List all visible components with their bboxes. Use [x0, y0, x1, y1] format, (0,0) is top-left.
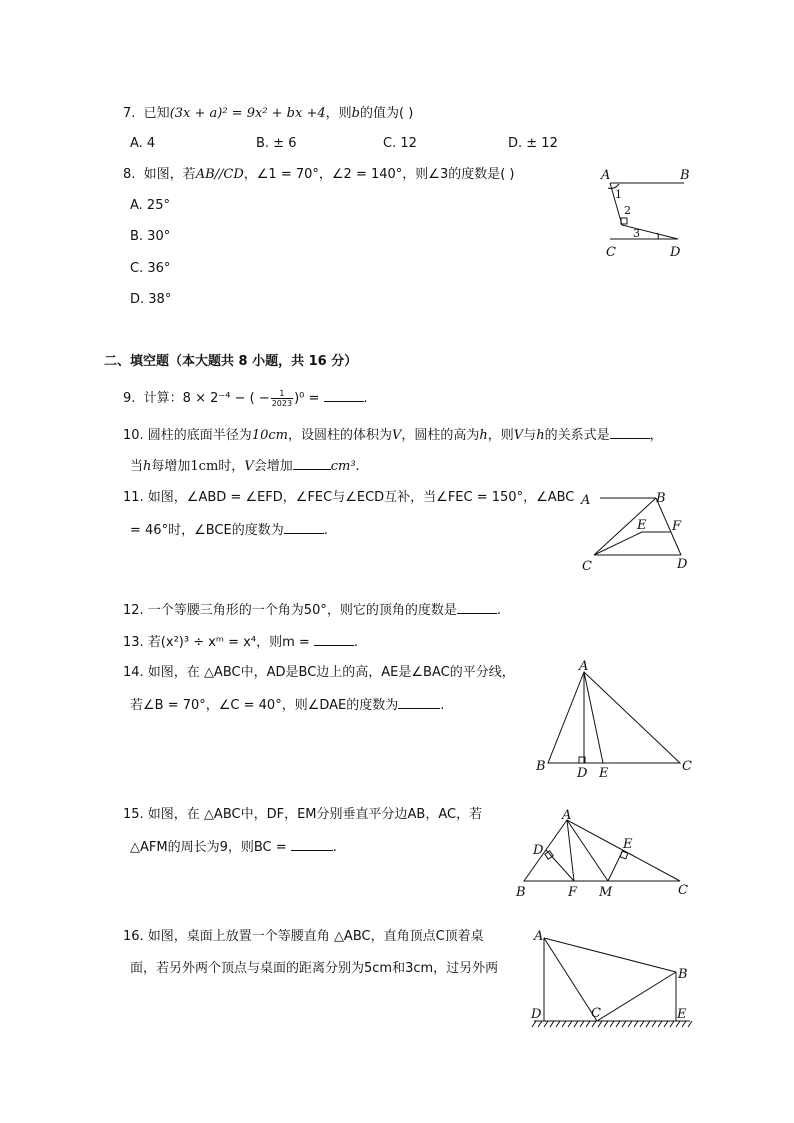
segment-ab — [544, 938, 676, 972]
angle-3-arc — [657, 233, 658, 239]
question-7-stem: 7. 已知(3x + a)² = 9x² + bx +4，则b的值为( ) — [123, 106, 414, 121]
question-14-figure — [532, 660, 702, 784]
point-label-e: E — [623, 837, 633, 852]
point-label-e: E — [637, 518, 647, 533]
point-label-b: B — [536, 759, 546, 774]
answer-blank-10b[interactable] — [293, 457, 331, 470]
question-7-option-a[interactable]: A. 4 — [130, 136, 156, 151]
question-9: 9. 计算：8 × 2⁻⁴ − ( − $\frac{1}{2023}$ )⁰ = . — [123, 389, 368, 408]
question-16-line-2: 面，若另外两个顶点与桌面的距离分别为5cm和3cm，过另外两 — [130, 961, 499, 976]
answer-blank-13[interactable] — [314, 633, 354, 646]
question-8-stem: 8. 如图，若AB//CD，∠1 = 70°，∠2 = 140°，则∠3的度数是( ) — [123, 167, 515, 182]
segment-ce — [594, 532, 642, 555]
segment-cb — [597, 972, 676, 1021]
point-label-d: D — [577, 766, 588, 781]
segment-ac — [544, 938, 597, 1021]
question-8-option-a[interactable]: A. 25° — [130, 198, 170, 213]
question-8-option-c[interactable]: C. 36° — [130, 261, 171, 276]
point-label-b: B — [516, 885, 526, 900]
question-15-line-1: 15. 如图，在 △ABC中，DF，EM分别垂直平分边AB，AC，若 — [123, 807, 483, 822]
point-label-d: D — [677, 557, 688, 572]
right-angle-mark-d — [545, 851, 553, 859]
angle-label-1: 1 — [615, 188, 622, 201]
point-label-f: F — [672, 519, 682, 534]
point-label-a: A — [534, 929, 544, 944]
section-2-title: 二、填空题（本大题共 8 小题，共 16 分） — [104, 354, 358, 369]
point-label-d: D — [531, 1007, 542, 1022]
question-11-line-1: 11. 如图，∠ABD = ∠EFD，∠FEC与∠ECD互补，当∠FEC = 150°，∠ABC — [123, 490, 575, 505]
question-15-line-2: △AFM的周长为9，则BC = . — [130, 840, 337, 855]
point-label-e: E — [677, 1007, 687, 1022]
question-11-line-2: = 46°时，∠BCE的度数为 . — [130, 523, 328, 538]
question-10-line-2: 当h每增加1cm时，V会增加 cm³. — [130, 459, 360, 474]
point-label-f: F — [568, 885, 578, 900]
question-12: 12. 一个等腰三角形的一个角为50°，则它的顶角的度数是 . — [123, 603, 501, 618]
question-14-line-2: 若∠B = 70°，∠C = 40°，则∠DAE的度数为 . — [130, 698, 445, 713]
point-label-c: C — [606, 245, 616, 260]
point-label-m: M — [599, 885, 613, 900]
answer-blank-9[interactable] — [324, 389, 364, 402]
answer-blank-14[interactable] — [398, 696, 440, 709]
point-label-c: C — [682, 759, 692, 774]
question-8-option-d[interactable]: D. 38° — [130, 292, 172, 307]
point-label-a: A — [562, 808, 572, 823]
question-7-option-d[interactable]: D. ± 12 — [508, 136, 558, 151]
question-14-line-1: 14. 如图，在 △ABC中，AD是BC边上的高，AE是∠BAC的平分线， — [123, 665, 515, 680]
point-label-b: B — [680, 168, 690, 183]
answer-blank-11[interactable] — [284, 521, 324, 534]
table-hatching — [532, 1021, 692, 1027]
triangle-abc — [548, 672, 680, 763]
point-label-e: E — [599, 766, 609, 781]
bisector-df — [546, 850, 574, 881]
point-label-d: D — [670, 245, 681, 260]
point-label-b: B — [678, 967, 688, 982]
question-15-figure — [510, 806, 700, 902]
answer-blank-12[interactable] — [457, 601, 497, 614]
answer-blank-10a[interactable] — [610, 426, 650, 439]
question-16-line-1: 16. 如图，桌面上放置一个等腰直角 △ABC，直角顶点C顶着桌 — [123, 929, 484, 944]
question-7-option-b[interactable]: B. ± 6 — [256, 136, 297, 151]
point-label-c: C — [582, 559, 592, 574]
point-label-d: D — [533, 843, 544, 858]
question-13: 13. 若(x²)³ ÷ xᵐ = x⁴，则m = . — [123, 635, 359, 650]
point-label-b: B — [656, 491, 666, 506]
angle-label-2: 2 — [624, 204, 631, 217]
segment-bc — [594, 498, 656, 555]
point-label-c: C — [678, 883, 688, 898]
angle-label-3: 3 — [633, 227, 640, 240]
question-7-option-c[interactable]: C. 12 — [383, 136, 417, 151]
point-label-a: A — [581, 493, 591, 508]
bisector-ae — [584, 672, 603, 763]
point-label-c: C — [591, 1006, 601, 1021]
question-10-line-1: 10. 圆柱的底面半径为10cm，设圆柱的体积为V，圆柱的高为h，则V与h的关系式是 ， — [123, 428, 663, 443]
point-label-a: A — [579, 660, 589, 674]
fraction-1-over-2023: $\frac{1}{2023}$ — [271, 389, 293, 408]
question-8-option-b[interactable]: B. 30° — [130, 229, 171, 244]
question-8-figure — [596, 160, 706, 264]
question-11-figure — [576, 486, 696, 578]
point-label-a: A — [601, 168, 611, 183]
answer-blank-15[interactable] — [291, 838, 333, 851]
question-16-figure — [524, 926, 700, 1030]
right-angle-mark-e — [620, 851, 628, 859]
